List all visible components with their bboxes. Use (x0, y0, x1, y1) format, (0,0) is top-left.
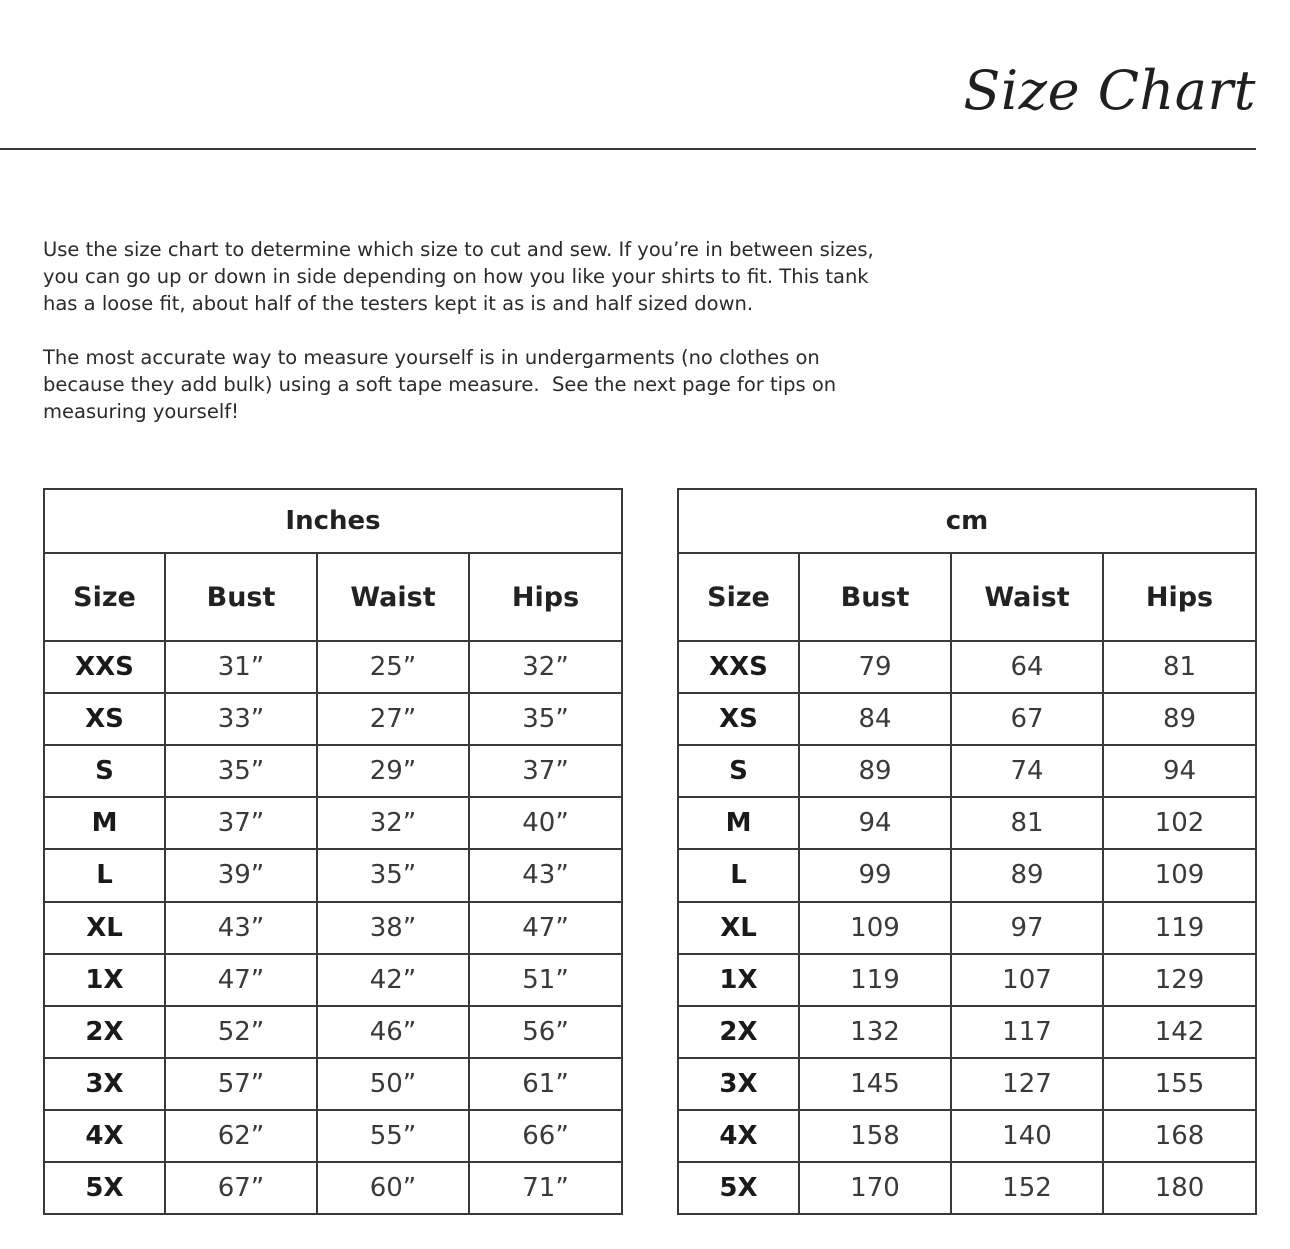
cell-waist: 55” (317, 1110, 469, 1162)
cell-size: XL (678, 902, 799, 954)
cell-hips: 109 (1103, 849, 1256, 901)
page-title: Size Chart (963, 59, 1256, 122)
table-unit-label: cm (678, 489, 1256, 553)
cell-hips: 56” (469, 1006, 622, 1058)
cell-waist: 117 (951, 1006, 1103, 1058)
table-row (44, 902, 622, 954)
cell-size: XXS (44, 641, 165, 693)
cell-waist: 67 (951, 693, 1103, 745)
cell-waist: 60” (317, 1162, 469, 1214)
cell-size: L (678, 849, 799, 901)
cell-hips: 66” (469, 1110, 622, 1162)
column-header-hips: Hips (469, 553, 622, 641)
intro-text (43, 236, 883, 452)
cell-waist: 25” (317, 641, 469, 693)
column-header-bust: Bust (799, 553, 951, 641)
table-row (44, 849, 622, 901)
cell-hips: 71” (469, 1162, 622, 1214)
cell-size: 5X (678, 1162, 799, 1214)
table-row (678, 1162, 1256, 1214)
column-header-waist: Waist (951, 553, 1103, 641)
table-row (44, 1162, 622, 1214)
cell-hips: 81 (1103, 641, 1256, 693)
cell-bust: 39” (165, 849, 317, 901)
cell-size: 4X (44, 1110, 165, 1162)
cell-bust: 158 (799, 1110, 951, 1162)
cell-waist: 46” (317, 1006, 469, 1058)
cell-size: XL (44, 902, 165, 954)
cell-bust: 119 (799, 954, 951, 1006)
table-row (678, 641, 1256, 693)
cell-bust: 84 (799, 693, 951, 745)
cell-hips: 51” (469, 954, 622, 1006)
cell-bust: 43” (165, 902, 317, 954)
intro-paragraph-1: Use the size chart to determine which size to cut and sew. If you’re in between sizes, you can go up or down in side depending on how you like your shirts to fit. This tank has a loose fit, about half of the testers kept it as is and half sized down. (43, 238, 880, 315)
cell-hips: 32” (469, 641, 622, 693)
table-row (44, 693, 622, 745)
table-row (44, 641, 622, 693)
cell-bust: 52” (165, 1006, 317, 1058)
cell-size: 1X (678, 954, 799, 1006)
table-row (678, 1110, 1256, 1162)
cell-waist: 35” (317, 849, 469, 901)
cell-bust: 109 (799, 902, 951, 954)
cell-hips: 129 (1103, 954, 1256, 1006)
cell-size: 5X (44, 1162, 165, 1214)
cell-waist: 29” (317, 745, 469, 797)
cell-bust: 94 (799, 797, 951, 849)
cell-bust: 62” (165, 1110, 317, 1162)
cell-size: 3X (678, 1058, 799, 1110)
cell-bust: 47” (165, 954, 317, 1006)
column-header-size: Size (44, 553, 165, 641)
cell-bust: 132 (799, 1006, 951, 1058)
cell-size: M (678, 797, 799, 849)
table-row (678, 1058, 1256, 1110)
cm-size-table (677, 488, 1257, 1215)
cell-size: XS (678, 693, 799, 745)
cell-hips: 168 (1103, 1110, 1256, 1162)
table-row (44, 797, 622, 849)
table-row (44, 1058, 622, 1110)
cell-waist: 152 (951, 1162, 1103, 1214)
cell-hips: 89 (1103, 693, 1256, 745)
table-row (678, 849, 1256, 901)
cell-bust: 79 (799, 641, 951, 693)
column-header-bust: Bust (165, 553, 317, 641)
cell-bust: 37” (165, 797, 317, 849)
cell-bust: 33” (165, 693, 317, 745)
header-divider (0, 148, 1256, 150)
cell-hips: 37” (469, 745, 622, 797)
column-header-hips: Hips (1103, 553, 1256, 641)
table-row (678, 902, 1256, 954)
cell-waist: 42” (317, 954, 469, 1006)
cell-bust: 170 (799, 1162, 951, 1214)
cell-bust: 35” (165, 745, 317, 797)
table-row (678, 1006, 1256, 1058)
table-row (44, 1006, 622, 1058)
table-row (44, 954, 622, 1006)
cell-size: L (44, 849, 165, 901)
cell-hips: 40” (469, 797, 622, 849)
cell-size: 2X (678, 1006, 799, 1058)
cell-hips: 142 (1103, 1006, 1256, 1058)
cell-size: XXS (678, 641, 799, 693)
cell-waist: 81 (951, 797, 1103, 849)
table-row (678, 745, 1256, 797)
cell-hips: 35” (469, 693, 622, 745)
cell-size: S (678, 745, 799, 797)
table-unit-label: Inches (44, 489, 622, 553)
cell-bust: 99 (799, 849, 951, 901)
cell-hips: 61” (469, 1058, 622, 1110)
cell-size: S (44, 745, 165, 797)
cell-size: 3X (44, 1058, 165, 1110)
cell-waist: 74 (951, 745, 1103, 797)
cell-waist: 50” (317, 1058, 469, 1110)
cell-size: M (44, 797, 165, 849)
cell-hips: 180 (1103, 1162, 1256, 1214)
cell-size: 1X (44, 954, 165, 1006)
cell-hips: 102 (1103, 797, 1256, 849)
table-row (678, 954, 1256, 1006)
cell-waist: 97 (951, 902, 1103, 954)
cell-bust: 89 (799, 745, 951, 797)
cell-waist: 64 (951, 641, 1103, 693)
cell-size: 4X (678, 1110, 799, 1162)
cell-hips: 43” (469, 849, 622, 901)
cell-size: XS (44, 693, 165, 745)
table-row (678, 797, 1256, 849)
cell-hips: 119 (1103, 902, 1256, 954)
inches-size-table (43, 488, 623, 1215)
cell-bust: 57” (165, 1058, 317, 1110)
cell-bust: 31” (165, 641, 317, 693)
cell-waist: 27” (317, 693, 469, 745)
column-header-waist: Waist (317, 553, 469, 641)
cell-waist: 140 (951, 1110, 1103, 1162)
cell-waist: 89 (951, 849, 1103, 901)
cell-bust: 145 (799, 1058, 951, 1110)
cell-waist: 32” (317, 797, 469, 849)
cell-hips: 155 (1103, 1058, 1256, 1110)
cell-waist: 127 (951, 1058, 1103, 1110)
cell-bust: 67” (165, 1162, 317, 1214)
table-row (44, 745, 622, 797)
intro-paragraph-2: The most accurate way to measure yourself is in undergarments (no clothes on because they add bulk) using a soft tape measure. See the next page for tips on measuring yourself! (43, 346, 843, 423)
cell-hips: 94 (1103, 745, 1256, 797)
cell-size: 2X (44, 1006, 165, 1058)
table-row (44, 1110, 622, 1162)
cell-waist: 107 (951, 954, 1103, 1006)
column-header-size: Size (678, 553, 799, 641)
cell-hips: 47” (469, 902, 622, 954)
cell-waist: 38” (317, 902, 469, 954)
table-row (678, 693, 1256, 745)
